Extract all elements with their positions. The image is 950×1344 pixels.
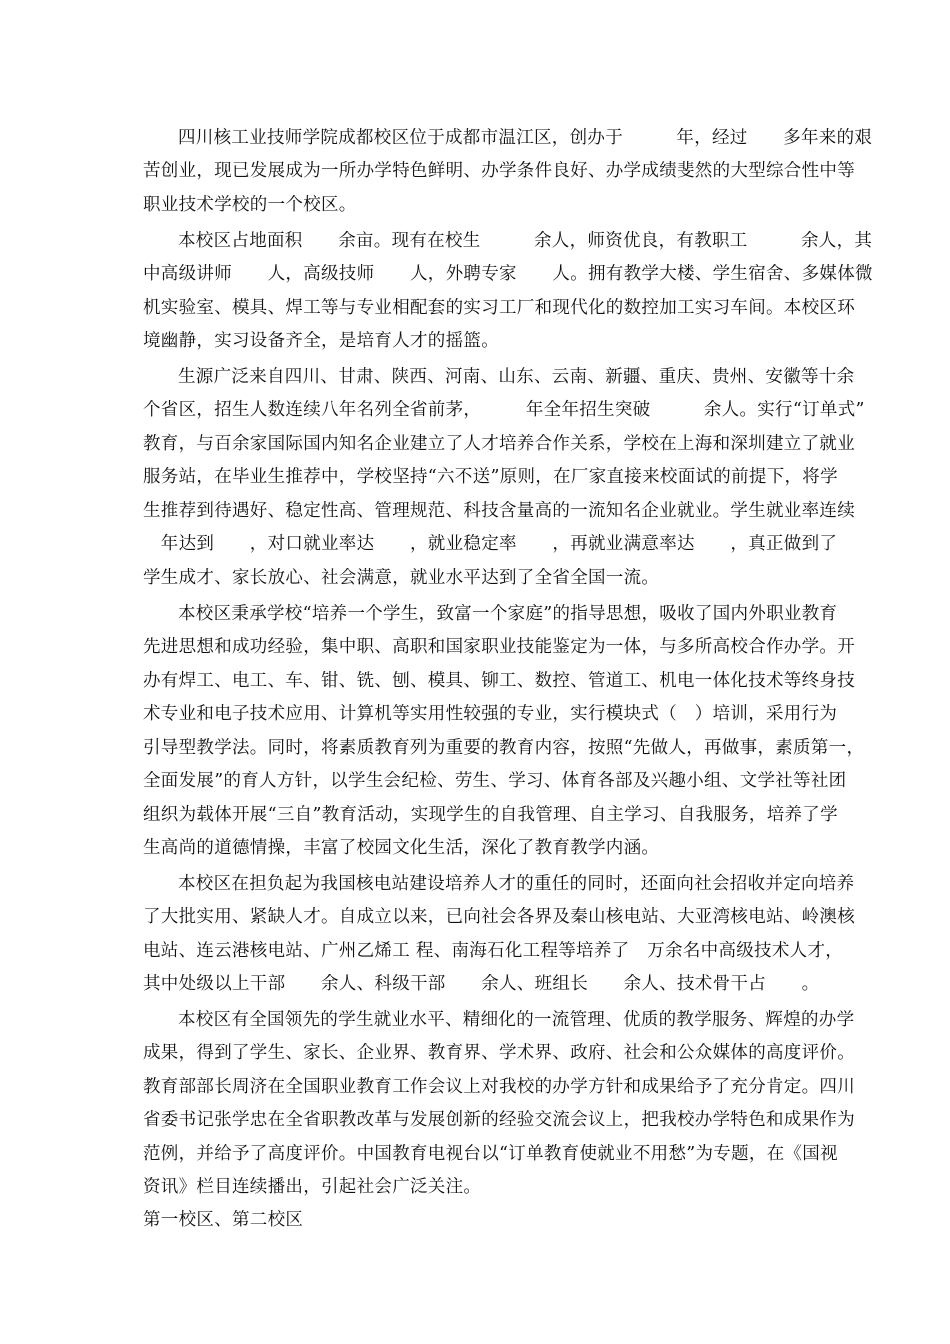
paragraph-6-line-3: 教育部部长周济在全国职业教育工作会议上对我校的办学方针和成果给予了充分肯定。四川 (143, 1077, 855, 1097)
paragraph-2-line-4: 境幽静，实习设备齐全，是培育人才的摇篮。 (143, 331, 499, 351)
paragraph-2-line-3: 机实验室、模具、焊工等与专业相配套的实习工厂和现代化的数控加工实习车间。本校区环 (143, 298, 855, 318)
paragraph-4-line-6: 全面发展”的育人方针，以学生会纪检、劳生、学习、体育各部及兴趣小组、文学社等社团 (143, 771, 847, 791)
campus-list-line: 第一校区、第二校区 (143, 1210, 304, 1230)
paragraph-2-line-1: 本校区占地面积 余亩。现有在校生 余人，师资优良，有教职工 余人，其 (178, 231, 873, 251)
paragraph-6-line-2: 成果，得到了学生、家长、企业界、教育界、学术界、政府、社会和公众媒体的高度评价。 (143, 1043, 855, 1063)
paragraph-3-line-4: 服务站，在毕业生推荐中，学校坚持“六不送”原则，在厂家直接来校面试的前提下，将学 (143, 467, 838, 487)
paragraph-3-line-3: 教育，与百余家国际国内知名企业建立了人才培养合作关系，学校在上海和深圳建立了就业 (143, 434, 855, 454)
paragraph-4-line-2: 先进思想和成功经验，集中职、高职和国家职业技能鉴定为一体，与多所高校合作办学。开 (143, 637, 855, 657)
paragraph-4-line-1: 本校区秉承学校“培养一个学生，致富一个家庭”的指导思想，吸收了国内外职业教育 (178, 604, 838, 624)
paragraph-1-line-1: 四川核工业技师学院成都校区位于成都市温江区，创办于 年，经过 多年来的艰 (178, 128, 873, 148)
paragraph-3-line-5: 生推荐到待遇好、稳定性高、管理规范、科技含量高的一流知名企业就业。学生就业率连续 (143, 501, 855, 521)
paragraph-1-line-3: 职业技术学校的一个校区。 (143, 195, 357, 215)
paragraph-3-line-1: 生源广泛来自四川、甘肃、陕西、河南、山东、云南、新疆、重庆、贵州、安徽等十余 (178, 367, 855, 387)
paragraph-4-line-8: 生高尚的道德情操，丰富了校园文化生活，深化了教育教学内涵。 (143, 838, 660, 858)
paragraph-3-line-6: 年达到 ，对口就业率达 ，就业稳定率 ，再就业满意率达 ，真正做到了 (143, 534, 838, 554)
paragraph-4-line-7: 组织为载体开展“三自”教育活动，实现学生的自我管理、自主学习、自我服务，培养了学 (143, 805, 838, 825)
paragraph-5-line-4: 其中处级以上干部 余人、科级干部 余人、班组长 余人、技术骨干占 。 (143, 974, 820, 994)
paragraph-4-line-4: 术专业和电子技术应用、计算机等实用性较强的专业，实行模块式（ ）培训，采用行为 (143, 704, 838, 724)
paragraph-4-line-3: 办有焊工、电工、车、钳、铣、刨、模具、铆工、数控、管道工、机电一体化技术等终身技 (143, 671, 855, 691)
paragraph-6-line-5: 范例，并给予了高度评价。中国教育电视台以“订单教育使就业不用愁”为专题，在《国视 (143, 1144, 838, 1164)
paragraph-5-line-1: 本校区在担负起为我国核电站建设培养人才的重任的同时，还面向社会招收并定向培养 (178, 874, 855, 894)
paragraph-6-line-1: 本校区有全国领先的学生就业水平、精细化的一流管理、优质的教学服务、辉煌的办学 (178, 1010, 855, 1030)
paragraph-5-line-3: 电站、连云港核电站、广州乙烯工 程、南海石化工程等培养了 万余名中高级技术人才， (143, 941, 844, 961)
paragraph-5-line-2: 了大批实用、紧缺人才。自成立以来，已向社会各界及秦山核电站、大亚湾核电站、岭澳核 (143, 907, 855, 927)
paragraph-4-line-5: 引导型教学法。同时，将素质教育列为重要的教育内容，按照“先做人，再做事，素质第一， (143, 738, 865, 758)
paragraph-3-line-2: 个省区，招生人数连续八年名列全省前茅， 年全年招生突破 余人。实行“订单式” (143, 400, 865, 420)
paragraph-3-line-7: 学生成才、家长放心、社会满意，就业水平达到了全省全国一流。 (143, 568, 660, 588)
paragraph-2-line-2: 中高级讲师 人，高级技师 人，外聘专家 人。拥有教学大楼、学生宿舍、多媒体微 (143, 264, 873, 284)
paragraph-6-line-6: 资讯》栏目连续播出，引起社会广泛关注。 (143, 1177, 482, 1197)
paragraph-6-line-4: 省委书记张学忠在全省职教改革与发展创新的经验交流会议上，把我校办学特色和成果作为 (143, 1110, 855, 1130)
paragraph-1-line-2: 苦创业，现已发展成为一所办学特色鲜明、办学条件良好、办学成绩斐然的大型综合性中等 (143, 161, 855, 181)
